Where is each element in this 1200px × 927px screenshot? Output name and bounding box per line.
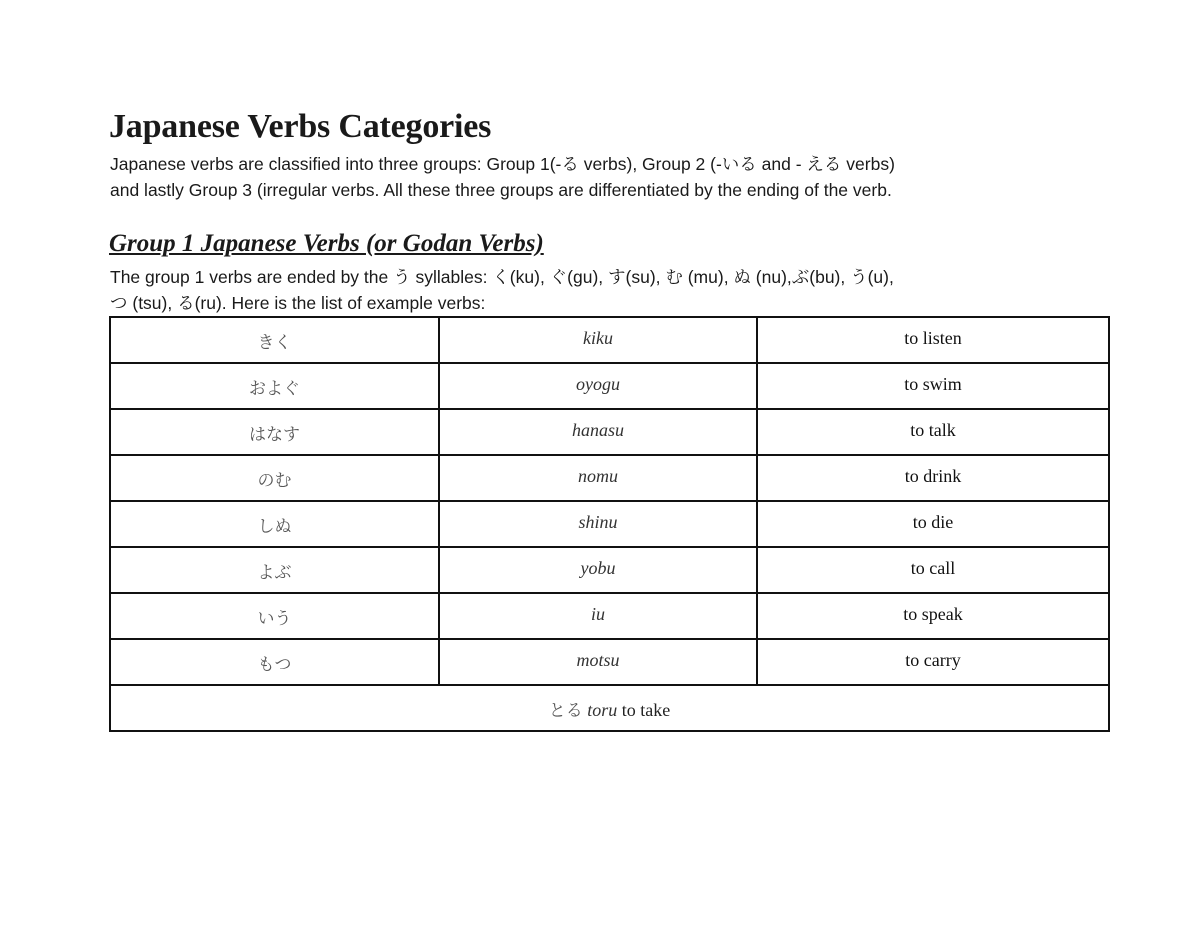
verb-romaji: motsu [439, 639, 757, 685]
verb-romaji: shinu [439, 501, 757, 547]
verb-kana: とる [548, 701, 583, 721]
verb-kana: きく [110, 317, 439, 363]
verb-meaning: to speak [757, 593, 1109, 639]
intro-paragraph [110, 151, 895, 203]
verb-kana: よぶ [110, 547, 439, 593]
verb-kana: もつ [110, 639, 439, 685]
verb-romaji: nomu [439, 455, 757, 501]
table-row [110, 593, 1109, 639]
table-row [110, 547, 1109, 593]
page-title: Japanese Verbs Categories [109, 108, 492, 145]
group1-heading: Group 1 Japanese Verbs (or Godan Verbs) [109, 230, 544, 257]
group1-line-2: つ (tsu), る(ru). Here is the list of example verbs: [110, 293, 486, 313]
table-row [110, 363, 1109, 409]
verb-meaning: to listen [757, 317, 1109, 363]
table-row [110, 639, 1109, 685]
verb-kana: およぐ [110, 363, 439, 409]
verbs-table [109, 316, 1110, 732]
verb-kana: いう [110, 593, 439, 639]
table-row [110, 409, 1109, 455]
verb-meaning: to call [757, 547, 1109, 593]
intro-line-2: and lastly Group 3 (irregular verbs. All these three groups are differentiated by the ending of the verb. [110, 180, 892, 200]
verb-kana: のむ [110, 455, 439, 501]
verb-romaji: hanasu [439, 409, 757, 455]
table-row [110, 501, 1109, 547]
verb-romaji: iu [439, 593, 757, 639]
verb-meaning: to carry [757, 639, 1109, 685]
table-row [110, 455, 1109, 501]
group1-line-1: The group 1 verbs are ended by the う syllables: く(ku), ぐ(gu), す(su), む (mu), ぬ (nu),ぶ(bu), う(u), [110, 267, 894, 287]
merged-verb-cell [110, 685, 1109, 731]
verb-romaji: yobu [439, 547, 757, 593]
verb-meaning: to take [621, 700, 671, 720]
group1-paragraph [110, 264, 894, 316]
table-row [110, 317, 1109, 363]
intro-line-1: Japanese verbs are classified into three groups: Group 1(-る verbs), Group 2 (-いる and - える verbs) [110, 154, 895, 174]
verb-meaning: to talk [757, 409, 1109, 455]
table-row-merged [110, 685, 1109, 731]
verb-meaning: to drink [757, 455, 1109, 501]
verb-kana: しぬ [110, 501, 439, 547]
verb-romaji: kiku [439, 317, 757, 363]
verb-kana: はなす [110, 409, 439, 455]
verb-meaning: to die [757, 501, 1109, 547]
verb-meaning: to swim [757, 363, 1109, 409]
verb-romaji: toru [587, 700, 618, 720]
verb-romaji: oyogu [439, 363, 757, 409]
